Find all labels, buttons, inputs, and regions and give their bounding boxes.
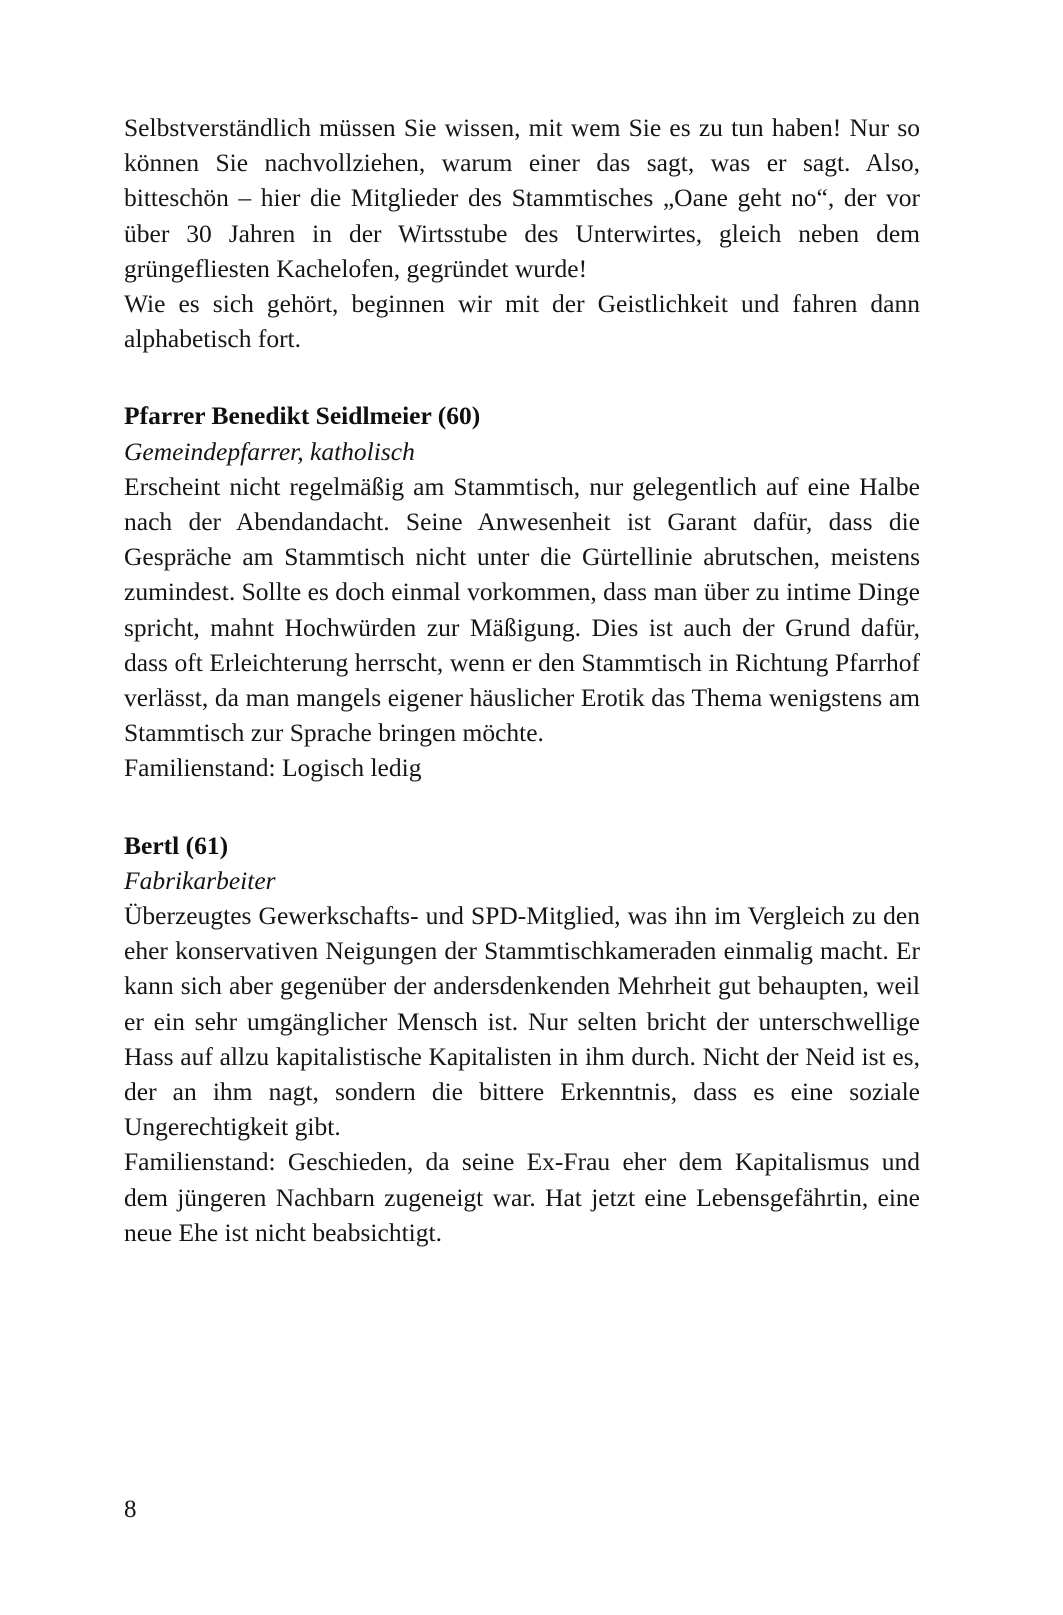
intro-paragraph-1: Selbstverständlich müssen Sie wissen, mit wem Sie es zu tun haben! Nur so können Sie nachvollziehen, warum einer das sagt, was er sagt. Also, bitteschön – hier die Mitglieder des Stammtisches „Oane geht no“, der vor über 30 Jahren in der Wirtsstube des Unterwirtes, gleich neben dem grüngefliesten Kachelofen, gegründet wurde!: [124, 113, 920, 283]
member-marital-status: Familienstand: Logisch ledig: [124, 753, 422, 783]
member-marital-status: Familienstand: Geschieden, da seine Ex-Frau eher dem Kapitalismus und dem jüngeren Nachbarn zugeneigt war. Hat jetzt eine Lebensgefährtin, eine neue Ehe ist nicht beabsichtigt.: [124, 1147, 920, 1247]
member-role-subtitle: Fabrikarbeiter: [124, 865, 276, 895]
member-description: Erscheint nicht regelmäßig am Stammtisch, nur gelegentlich auf eine Halbe nach der Abendandacht. Seine Anwesenheit ist Garant dafür, dass die Gespräche am Stammtisch nicht unter die Gürtellinie abrutschen, meistens zumindest. Sollte es doch einmal vorkommen, dass man über zu intime Dinge spricht, mahnt Hochwürden zur Mäßigung. Dies ist auch der Grund dafür, dass oft Erleichterung herrscht, wenn er den Stammtisch in Richtung Pfarrhof verlässt, da man mangels eigener häuslicher Erotik das Thema wenigstens am Stammtisch zur Sprache bringen möchte.: [124, 471, 920, 748]
member-role-subtitle: Gemeindepfarrer, katholisch: [124, 436, 415, 466]
page-number: 8: [124, 1496, 137, 1523]
member-entry: [124, 828, 920, 1250]
intro-paragraph-2: Wie es sich gehört, beginnen wir mit der Geistlichkeit und fahren dann alphabetisch fort.: [124, 289, 920, 354]
member-name-heading: Pfarrer Benedikt Seidlmeier (60): [124, 401, 481, 431]
member-entry: [124, 398, 920, 785]
text-column: [124, 110, 920, 1250]
member-name-heading: Bertl (61): [124, 830, 229, 860]
member-description: Überzeugtes Gewerkschafts- und SPD-Mitglied, was ihn im Vergleich zu den eher konservativen Neigungen der Stammtischkameraden einmalig macht. Er kann sich aber gegenüber der andersdenkenden Mehrheit gut behaupten, weil er ein sehr umgänglicher Mensch ist. Nur selten bricht der unterschwellige Hass auf allzu kapitalistische Kapitalisten in ihm durch. Nicht der Neid ist es, der an ihm nagt, sondern die bittere Erkenntnis, dass es eine soziale Ungerechtigkeit gibt.: [124, 901, 920, 1142]
